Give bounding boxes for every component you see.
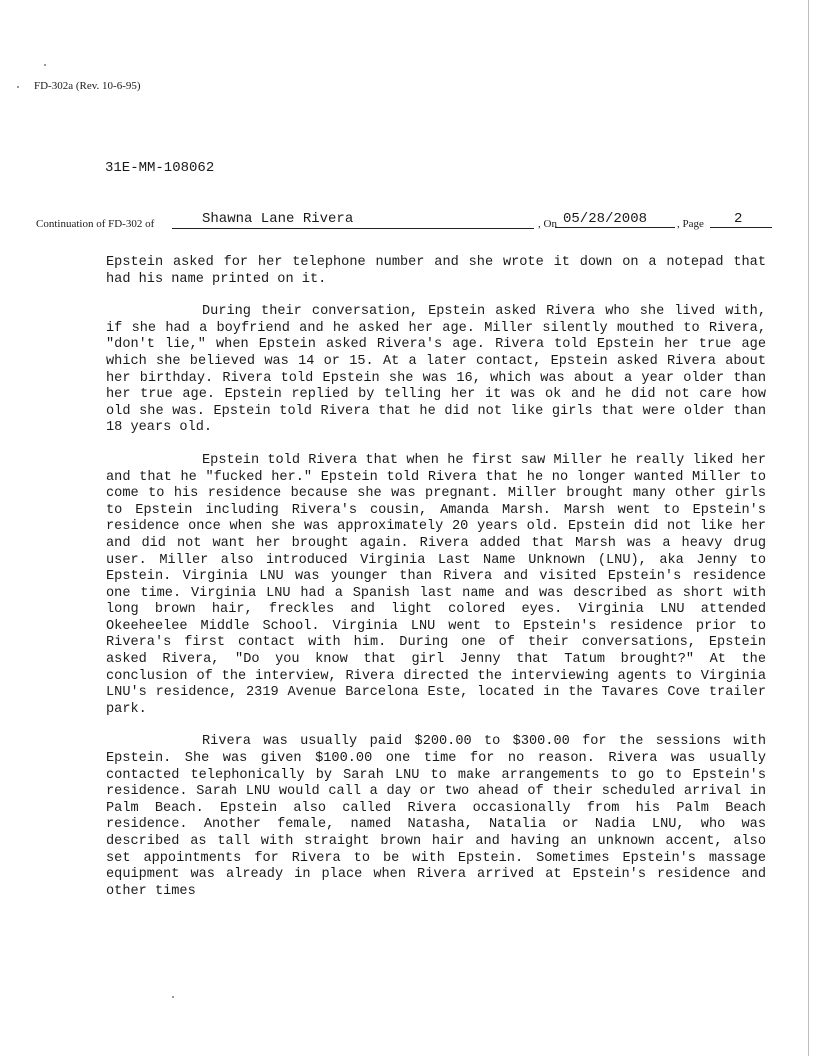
page-edge-line [808, 0, 809, 1056]
paragraph: Rivera was usually paid $200.00 to $300.00 for the sessions with Epstein. She was given $100.00 one time for no reason. Rivera was usually contacted telephonically by Sarah LNU to make arrangements to go to Epstein's residence. Sarah LNU would call a day or two ahead of their scheduled arrival in Palm Beach. Epstein also called Rivera occasionally from his Palm Beach residence. Another female, named Natasha, Natalia or Nadia LNU, who was described as tall with straight brown hair and having an unknown accent, also set appointments for Rivera to be with Epstein. Sometimes Epstein's massage equipment was already in place when Rivera arrived at Epstein's residence and other times [106, 734, 766, 899]
scan-speck [172, 996, 174, 998]
paragraph: Epstein asked for her telephone number and she wrote it down on a notepad that had his name printed on it. [106, 255, 766, 287]
paragraph: During their conversation, Epstein asked Rivera who she lived with, if she had a boyfriend and he asked her age. Miller silently mouthed to Rivera, "don't lie," when Epstein asked Rivera's age. Rivera told Epstein her true age which she believed was 14 or 15. At a later contact, Epstein asked Rivera about her birthday. Rivera told Epstein she was 16, which was about a year older than her true age. Epstein replied by telling her it was ok and he did not care how old she was. Epstein told Rivera that he did not like girls that were older than 18 years old. [106, 304, 766, 436]
page-label: , Page [677, 218, 704, 230]
page-number: 2 [734, 211, 743, 227]
subject-underline [172, 227, 534, 229]
paragraph: Epstein told Rivera that when he first saw Miller he really liked her and that he "fucked her." Epstein told Rivera that he no longer wanted Miller to come to his residence because she was pregnant. Miller brought many other girls to Epstein including Rivera's cousin, Amanda Marsh. Marsh went to Epstein's residence once when she was approximately 20 years old. Epstein did not like her and did not want her brought again. Rivera added that Marsh was a heavy drug user. Miller also introduced Virginia Last Name Unknown (LNU), aka Jenny to Epstein. Virginia LNU was younger than Rivera and visited Epstein's residence one time. Virginia LNU had a Spanish last name and was described as short with long brown hair, freckles and light colored eyes. Virginia LNU attended Okeeheelee Middle School. Virginia LNU went to Epstein's residence prior to Rivera's first contact with him. During one of their conversations, Epstein asked Rivera, "Do you know that girl Jenny that Tatum brought?" At the conclusion of the interview, Rivera directed the interviewing agents to Virginia LNU's residence, 2319 Avenue Barcelona Este, located in the Tavares Cove trailer park. [106, 452, 766, 717]
document-body [106, 255, 766, 916]
continuation-label: Continuation of FD-302 of [36, 218, 155, 230]
scan-speck [17, 86, 19, 88]
on-label: , On [538, 218, 557, 230]
page-underline [710, 227, 772, 228]
file-number: 31E-MM-108062 [105, 160, 215, 176]
interview-date: 05/28/2008 [563, 211, 648, 227]
date-underline [555, 227, 675, 228]
form-id: FD-302a (Rev. 10-6-95) [34, 80, 141, 92]
scan-speck [44, 64, 46, 66]
subject-name: Shawna Lane Rivera [202, 211, 354, 227]
